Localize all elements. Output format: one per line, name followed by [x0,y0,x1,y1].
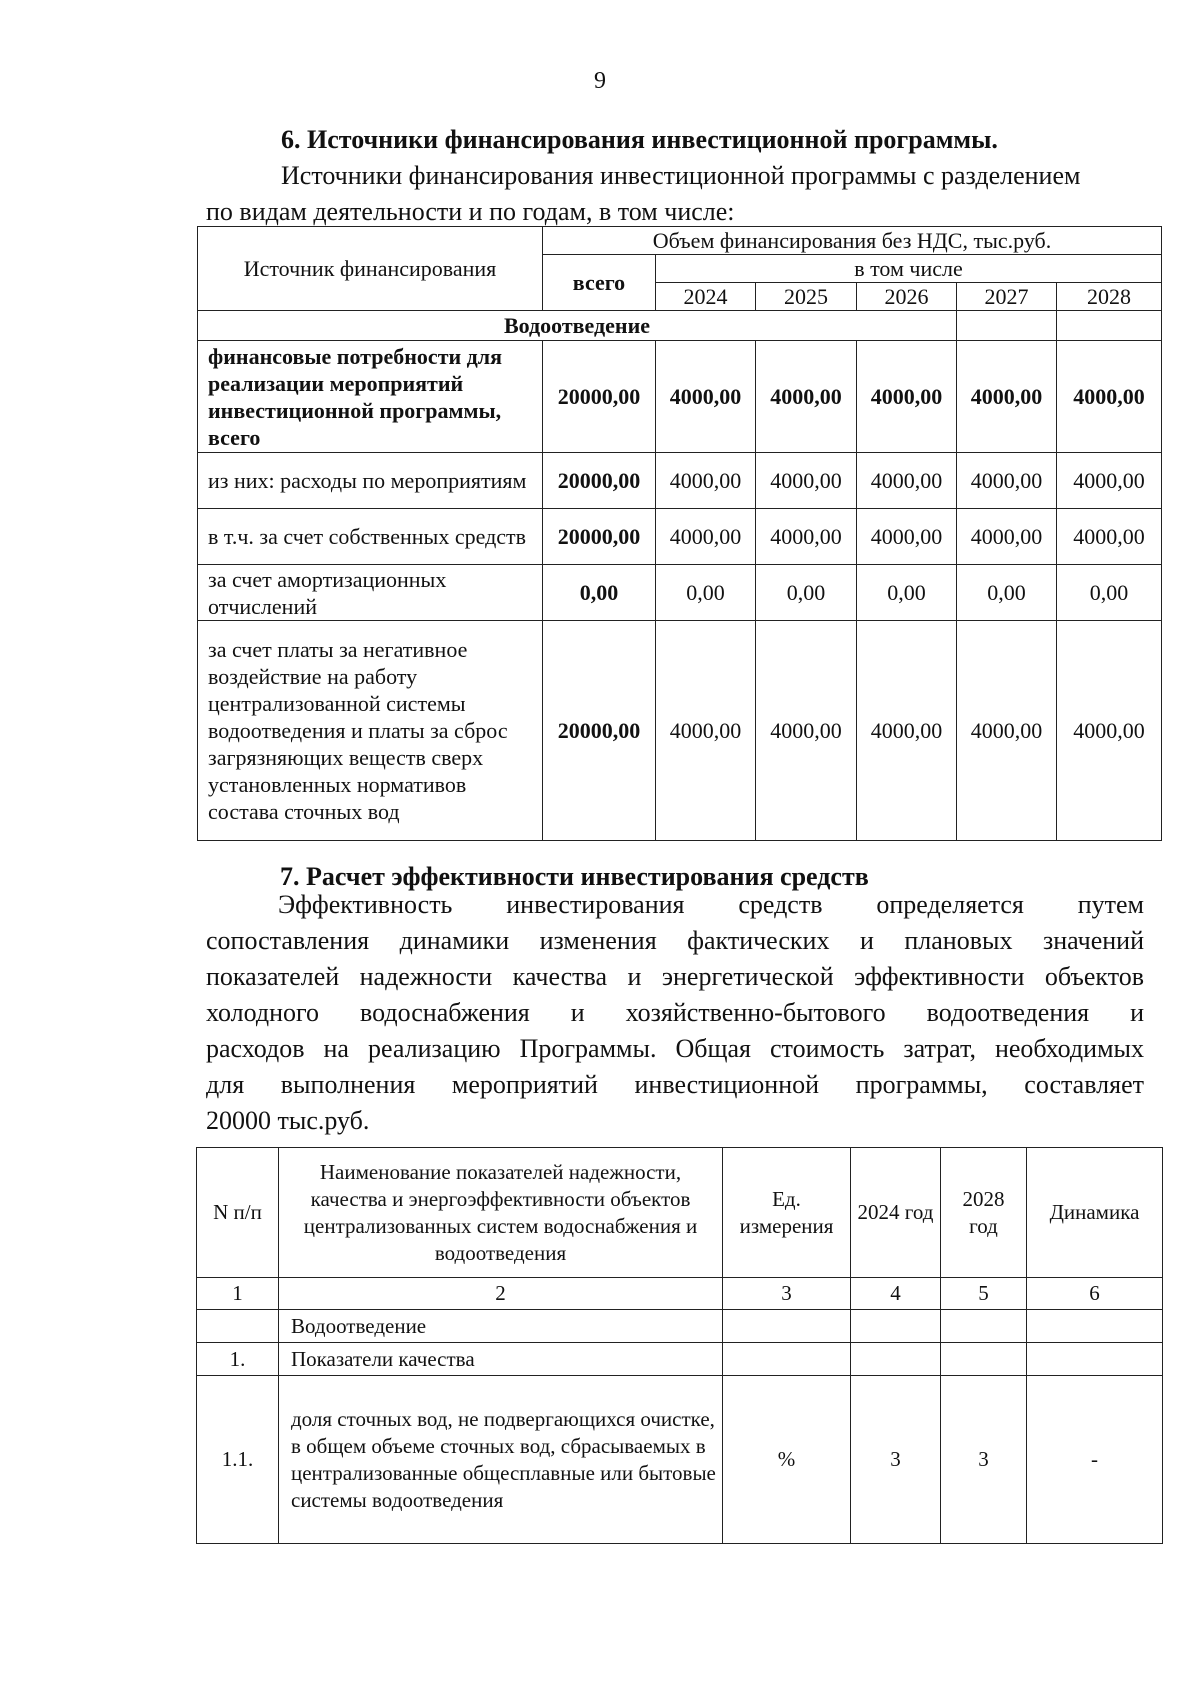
table-row [198,509,1162,565]
row-value: 4000,00 [857,341,957,453]
header-year: 2024 [656,283,756,311]
item-num: 1.1. [197,1376,279,1544]
paragraph-line: холодного водоснабжения и хозяйственно-бытового водоотведения и [206,998,1144,1027]
row-value: 4000,00 [1057,453,1162,509]
row-value: 4000,00 [756,509,857,565]
col-number: 6 [1027,1278,1163,1310]
row-total: 20000,00 [543,509,656,565]
intro-line-2: по видам деятельности и по годам, в том числе: [206,197,735,226]
header-year: 2027 [957,283,1057,311]
row-value: 4000,00 [756,341,857,453]
row-value: 4000,00 [957,621,1057,841]
header-dynamics: Динамика [1027,1148,1163,1278]
header-total: всего [543,255,656,311]
row-value: 4000,00 [756,621,857,841]
group-row [197,1343,1163,1376]
indicators-table [196,1147,1163,1544]
col-number: 5 [941,1278,1027,1310]
header-year: 2026 [857,283,957,311]
header-unit: Ед. измерения [723,1148,851,1278]
row-value: 0,00 [1057,565,1162,621]
item-label: доля сточных вод, не подвергающихся очистке, в общем объеме сточных вод, сбрасываемых в централизованные общесплавные или бытовые системы водоотведения [279,1376,723,1544]
paragraph-line: 20000 тыс.руб. [206,1106,370,1135]
row-value: 4000,00 [857,509,957,565]
financing-table [197,226,1162,841]
section-label: Водоотведение [279,1310,723,1343]
row-value: 4000,00 [1057,621,1162,841]
row-value: 4000,00 [1057,341,1162,453]
group-label: Показатели качества [279,1343,723,1376]
table-row [198,621,1162,841]
item-2024: 3 [851,1376,941,1544]
row-value: 4000,00 [756,453,857,509]
header-name: Наименование показателей надежности, качества и энергоэффективности объектов централизованных систем водоснабжения и водоотведения [279,1148,723,1278]
section-7-heading: 7. Расчет эффективности инвестирования средств [280,862,869,891]
group-num: 1. [197,1343,279,1376]
header-year: 2028 [1057,283,1162,311]
intro-line-1: Источники финансирования инвестиционной программы с разделением [281,161,1081,190]
header-volume: Объем финансирования без НДС, тыс.руб. [543,227,1162,255]
col-number: 2 [279,1278,723,1310]
col-number: 1 [197,1278,279,1310]
row-total: 20000,00 [543,341,656,453]
row-label: за счет платы за негативное воздействие на работу централизованной системы водоотведения и платы за сброс загрязняющих веществ сверх установленных нормативов состава сточных вод [198,621,543,841]
table-row [198,565,1162,621]
row-value: 4000,00 [1057,509,1162,565]
col-number: 3 [723,1278,851,1310]
header-including: в том числе [656,255,1162,283]
row-value: 4000,00 [656,621,756,841]
header-num: N п/п [197,1148,279,1278]
section-6-heading: 6. Источники финансирования инвестиционной программы. [281,125,998,154]
row-total: 20000,00 [543,453,656,509]
page-number: 9 [594,68,606,94]
row-total: 20000,00 [543,621,656,841]
row-total: 0,00 [543,565,656,621]
row-value: 4000,00 [656,453,756,509]
section-row [197,1310,1163,1343]
paragraph-line: показателей надежности качества и энергетической эффективности объектов [206,962,1144,991]
table-row [198,453,1162,509]
item-unit: % [723,1376,851,1544]
item-2028: 3 [941,1376,1027,1544]
row-label: в т.ч. за счет собственных средств [198,509,543,565]
row-value: 4000,00 [957,341,1057,453]
header-2028: 2028 год [941,1148,1027,1278]
paragraph-line: сопоставления динамики изменения фактических и плановых значений [206,926,1144,955]
row-value: 0,00 [656,565,756,621]
col-number: 4 [851,1278,941,1310]
row-value: 0,00 [957,565,1057,621]
row-value: 0,00 [857,565,957,621]
section-7-paragraph [206,887,1144,1139]
header-2024: 2024 год [851,1148,941,1278]
item-dynamics: - [1027,1376,1163,1544]
row-value: 4000,00 [957,453,1057,509]
row-label: из них: расходы по мероприятиям [198,453,543,509]
section-row [198,311,1162,341]
header-year: 2025 [756,283,857,311]
header-source: Источник финансирования [198,227,543,311]
paragraph-line: Эффективность инвестирования средств определяется путем [278,890,1144,919]
paragraph-line: для выполнения мероприятий инвестиционной программы, составляет [206,1070,1144,1099]
row-value: 4000,00 [656,341,756,453]
table-row [198,341,1162,453]
row-value: 4000,00 [656,509,756,565]
section-label: Водоотведение [198,311,957,341]
table-row [197,1376,1163,1544]
row-value: 0,00 [756,565,857,621]
paragraph-line: расходов на реализацию Программы. Общая стоимость затрат, необходимых [206,1034,1144,1063]
row-label: за счет амортизационных отчислений [198,565,543,621]
row-value: 4000,00 [857,453,957,509]
row-value: 4000,00 [857,621,957,841]
section-6-intro [206,158,1161,230]
row-label: финансовые потребности для реализации мероприятий инвестиционной программы, всего [198,341,543,453]
row-value: 4000,00 [957,509,1057,565]
column-numbers-row [197,1278,1163,1310]
